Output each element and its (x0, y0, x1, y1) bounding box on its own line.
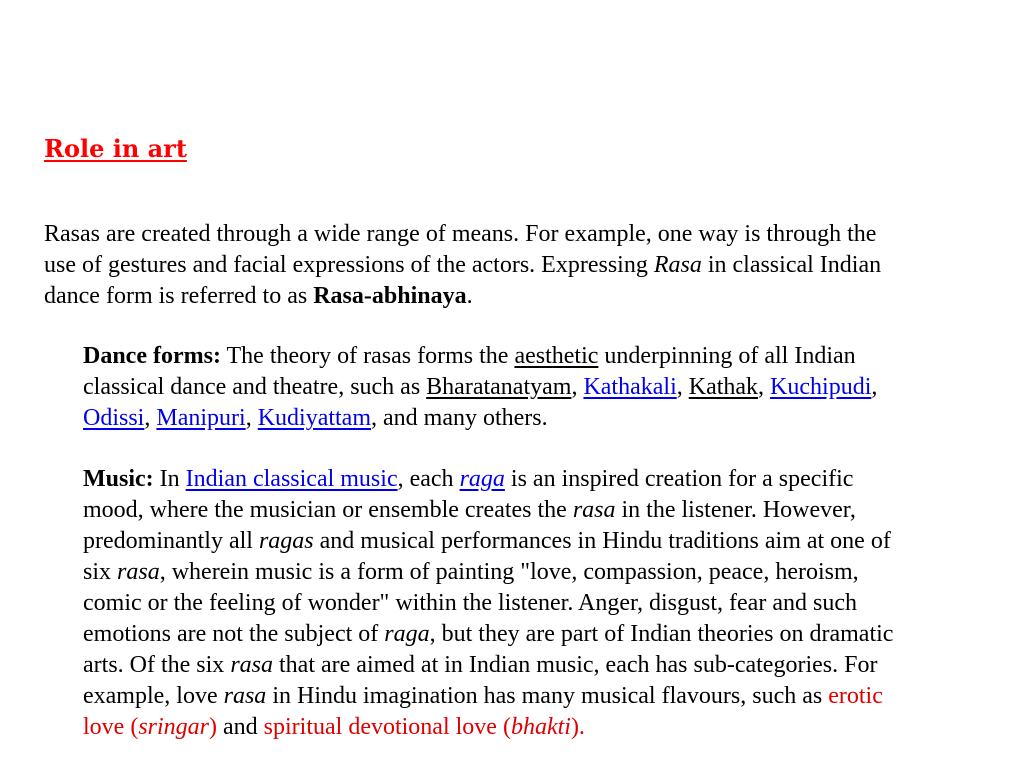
kathakali-link[interactable]: Kathakali (583, 374, 677, 400)
music-paragraph (83, 464, 983, 743)
bharatanatyam-link[interactable]: Bharatanatyam (426, 374, 572, 400)
kuchipudi-link[interactable]: Kuchipudi (770, 374, 872, 400)
aesthetic-link[interactable]: aesthetic (514, 343, 599, 369)
indian-classical-music-link[interactable]: Indian classical music (185, 466, 398, 492)
dance-line: Dance forms: The theory of rasas forms the aesthetic underpinning of all Indian (83, 343, 856, 369)
rasa-abhinaya-term: Rasa-abhinaya (313, 283, 467, 309)
intro-paragraph (44, 219, 984, 312)
section-heading: Role in art (44, 134, 187, 163)
music-line: six rasa, wherein music is a form of painting "love, compassion, peace, heroism, (83, 559, 859, 585)
music-line: mood, where the musician or ensemble creates the rasa in the listener. However, (83, 497, 856, 523)
manipuri-link[interactable]: Manipuri (156, 405, 246, 431)
music-line: love (sringar) and spiritual devotional love (bhakti). (83, 714, 585, 740)
odissi-link[interactable]: Odissi (83, 405, 145, 431)
kathak-link[interactable]: Kathak (688, 374, 759, 400)
music-line: emotions are not the subject of raga, but they are part of Indian theories on dramatic (83, 621, 894, 647)
dance-forms-paragraph (83, 341, 1003, 434)
music-line: example, love rasa in Hindu imagination has many musical flavours, such as erotic (83, 683, 883, 709)
raga-link[interactable]: raga (459, 466, 505, 492)
intro-line: Rasas are created through a wide range of means. For example, one way is through the (44, 221, 877, 247)
intro-line: use of gestures and facial expressions of the actors. Expressing Rasa in classical Indian (44, 252, 882, 278)
erotic-love-text: erotic (828, 683, 883, 709)
music-label: Music: (83, 466, 154, 492)
dance-line: classical dance and theatre, such as Bharatanatyam, Kathakali, Kathak, Kuchipudi, (83, 374, 878, 400)
dance-line: Odissi, Manipuri, Kudiyattam, and many others. (83, 405, 548, 431)
kudiyattam-link[interactable]: Kudiyattam (257, 405, 371, 431)
sringar-term: sringar (138, 714, 209, 740)
music-line: arts. Of the six rasa that are aimed at in Indian music, each has sub-categories. For (83, 652, 878, 678)
devotional-love-text: spiritual devotional love ( (263, 714, 511, 740)
bhakti-term: bhakti (510, 714, 571, 740)
music-line: predominantly all ragas and musical performances in Hindu traditions aim at one of (83, 528, 891, 554)
dance-forms-label: Dance forms: (83, 343, 221, 369)
rasa-term: Rasa (653, 252, 702, 278)
music-line: comic or the feeling of wonder" within the listener. Anger, disgust, fear and such (83, 590, 857, 616)
music-line: Music: In Indian classical music, each raga is an inspired creation for a specific (83, 466, 854, 492)
intro-line: dance form is referred to as Rasa-abhinaya. (44, 283, 473, 309)
